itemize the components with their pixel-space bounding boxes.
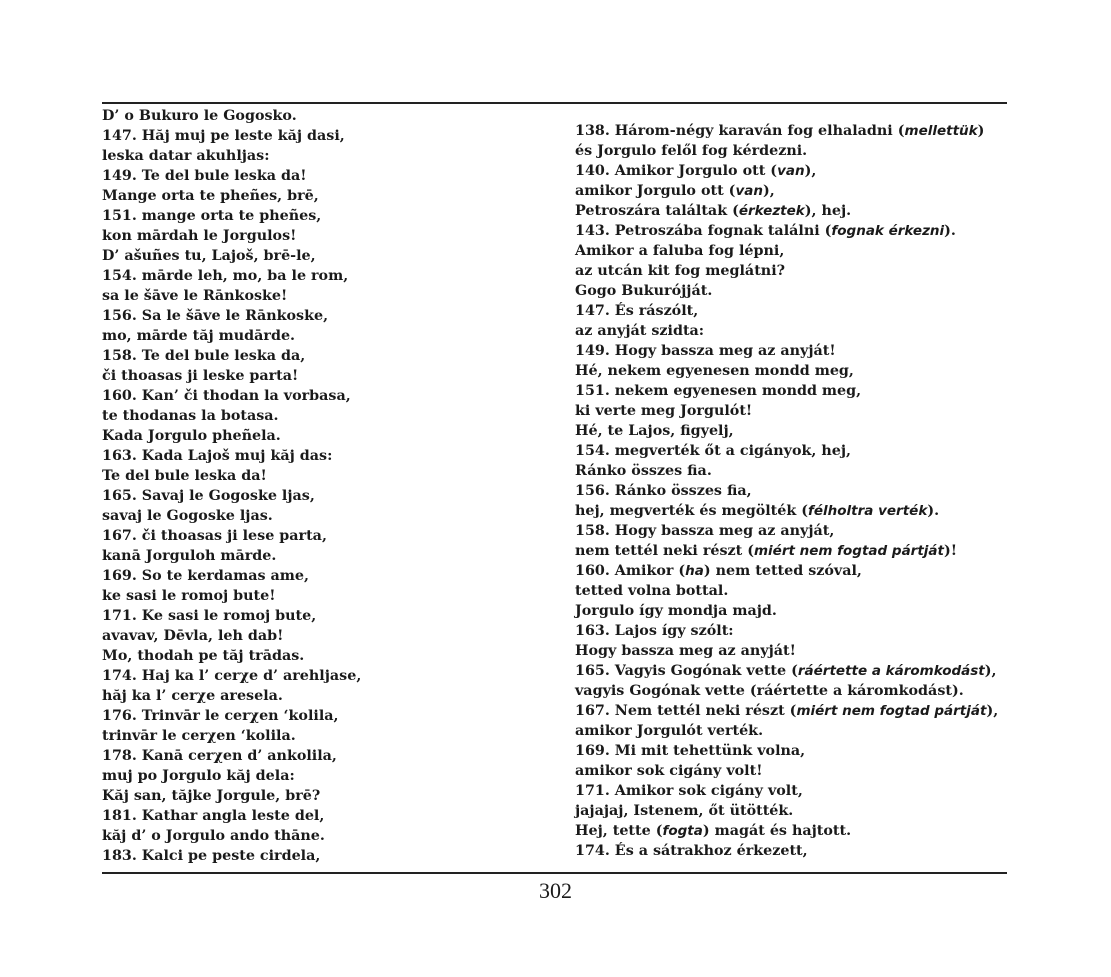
verse-line: 151. mange orta te pheñes,: [102, 208, 322, 224]
text-segment: ),: [984, 663, 997, 679]
verse-line: či thoasas ji leske parta!: [102, 368, 299, 384]
italic-gloss: mellettük: [904, 123, 978, 139]
translation-line: [575, 821, 998, 841]
text-segment: ), hej.: [804, 203, 852, 219]
text-segment: 154. megverték őt a cigányok, hej,: [575, 443, 852, 459]
italic-gloss: van: [777, 163, 805, 179]
text-segment: ),: [762, 183, 775, 199]
text-segment: amikor sok cigány volt!: [575, 763, 763, 779]
verse-line: ke sasi le romoj bute!: [102, 588, 276, 604]
text-segment: Ránko összes fia.: [575, 463, 712, 479]
translation-line: [575, 301, 998, 321]
translation-line: [575, 201, 998, 221]
text-segment: ).: [944, 223, 956, 239]
translation-line: [575, 541, 998, 561]
text-segment: 147. És rászólt,: [575, 303, 699, 319]
verse-line: muj po Jorgulo kăj dela:: [102, 768, 295, 784]
translation-line: [575, 261, 998, 281]
verse-line: Te del bule leska da!: [102, 468, 267, 484]
text-segment: Gogo Bukurójját.: [575, 283, 713, 299]
italic-gloss: érkeztek: [738, 203, 805, 219]
translation-line: [575, 141, 998, 161]
text-segment: Hé, te Lajos, figyelj,: [575, 423, 734, 439]
translation-line: [575, 801, 998, 821]
verse-line: 174. Haj ka l’ cerχe d’ arehljase,: [102, 668, 362, 684]
verse-line: Kăj san, tăjke Jorgule, brē?: [102, 788, 321, 804]
text-segment: ),: [804, 163, 817, 179]
verse-line: Kada Jorgulo pheñela.: [102, 428, 281, 444]
verse-line: 160. Kan’ či thodan la vorbasa,: [102, 388, 351, 404]
text-segment: Hogy bassza meg az anyját!: [575, 643, 796, 659]
translation-line: [575, 481, 998, 501]
verse-line: kăj d’ o Jorgulo ando thāne.: [102, 828, 325, 844]
verse-line: sa le šāve le Rānkoske!: [102, 288, 288, 304]
text-segment: )!: [943, 543, 958, 559]
translation-line: [575, 761, 998, 781]
italic-gloss: miért nem fogtad pártját: [796, 703, 987, 719]
translation-line: [575, 441, 998, 461]
translation-line: [575, 381, 998, 401]
text-segment: az utcán kit fog meglátni?: [575, 263, 785, 279]
verse-line: leska datar akuhljas:: [102, 148, 270, 164]
verse-line: 181. Kathar angla leste del,: [102, 808, 325, 824]
translation-line: [575, 721, 998, 741]
verse-line: savaj le Gogoske ljas.: [102, 508, 273, 524]
translation-line: [575, 321, 998, 341]
text-segment: vagyis Gogónak vette (ráértette a káromkodást).: [575, 683, 964, 699]
verse-line: Mange orta te pheñes, brē,: [102, 188, 319, 204]
verse-line: 154. mārde leh, mo, ba le rom,: [102, 268, 349, 284]
romani-text-column: [102, 106, 361, 866]
hungarian-translation-column: [575, 121, 998, 861]
text-segment: és Jorgulo felől fog kérdezni.: [575, 143, 808, 159]
translation-line: [575, 621, 998, 641]
italic-gloss: fognak érkezni: [831, 223, 945, 239]
translation-line: [575, 701, 998, 721]
text-segment: 138. Három-négy karaván fog elhaladni (: [575, 123, 905, 139]
verse-line: mo, mārde tăj mudārde.: [102, 328, 296, 344]
text-segment: ),: [986, 703, 999, 719]
text-segment: az anyját szidta:: [575, 323, 705, 339]
verse-line: 183. Kalci pe peste cirdela,: [102, 848, 321, 864]
translation-line: [575, 601, 998, 621]
italic-gloss: miért nem fogtad pártját: [753, 543, 944, 559]
translation-line: [575, 501, 998, 521]
text-segment: Petroszára találtak (: [575, 203, 739, 219]
text-segment: 143. Petroszába fognak találni (: [575, 223, 832, 239]
text-segment: 165. Vagyis Gogónak vette (: [575, 663, 798, 679]
verse-line: te thodanas la botasa.: [102, 408, 279, 424]
page-number: 302: [539, 878, 572, 903]
verse-line: kanā Jorguloh mārde.: [102, 548, 277, 564]
translation-line: [575, 421, 998, 441]
text-segment: Jorgulo így mondja majd.: [575, 603, 777, 619]
translation-line: [575, 681, 998, 701]
verse-line: trinvār le cerχen ‘kolila.: [102, 728, 296, 744]
text-segment: 149. Hogy bassza meg az anyját!: [575, 343, 836, 359]
text-segment: ): [977, 123, 985, 139]
italic-gloss: van: [735, 183, 763, 199]
translation-line: [575, 221, 998, 241]
text-segment: jajajaj, Istenem, őt ütötték.: [575, 803, 794, 819]
text-segment: hej, megverték és megölték (: [575, 503, 809, 519]
verse-line: 147. Hăj muj pe leste kăj dasi,: [102, 128, 345, 144]
translation-line: [575, 561, 998, 581]
verse-line: hăj ka l’ cerχe aresela.: [102, 688, 283, 704]
bottom-rule: [102, 872, 1007, 874]
verse-line: 156. Sa le šāve le Rānkoske,: [102, 308, 329, 324]
verse-line: 167. či thoasas ji lese parta,: [102, 528, 327, 544]
text-segment: Amikor a faluba fog lépni,: [575, 243, 785, 259]
verse-line: Mo, thodah pe tăj trādas.: [102, 648, 305, 664]
translation-line: [575, 461, 998, 481]
text-segment: ) magát és hajtott.: [702, 823, 852, 839]
verse-line: avavav, Dēvla, leh dab!: [102, 628, 284, 644]
italic-gloss: ha: [685, 563, 704, 579]
text-segment: 160. Amikor (: [575, 563, 686, 579]
text-segment: nem tettél neki részt (: [575, 543, 754, 559]
verse-line: D’ o Bukuro le Gogosko.: [102, 108, 297, 124]
verse-line: 178. Kanā cerχen d’ ankolila,: [102, 748, 337, 764]
translation-line: [575, 341, 998, 361]
translation-line: [575, 401, 998, 421]
italic-gloss: fogta: [662, 823, 703, 839]
text-segment: 171. Amikor sok cigány volt,: [575, 783, 803, 799]
translation-line: [575, 781, 998, 801]
text-segment: tetted volna bottal.: [575, 583, 729, 599]
text-segment: 169. Mi mit tehettünk volna,: [575, 743, 806, 759]
translation-line: [575, 161, 998, 181]
verse-line: 176. Trinvār le cerχen ‘kolila,: [102, 708, 339, 724]
verse-line: D’ ašuñes tu, Lajoš, brē-le,: [102, 248, 316, 264]
text-segment: ) nem tetted szóval,: [703, 563, 862, 579]
verse-line: 165. Savaj le Gogoske ljas,: [102, 488, 315, 504]
verse-line: 158. Te del bule leska da,: [102, 348, 306, 364]
text-segment: ki verte meg Jorgulót!: [575, 403, 753, 419]
translation-line: [575, 841, 998, 861]
verse-line: kon mārdah le Jorgulos!: [102, 228, 297, 244]
text-segment: 163. Lajos így szólt:: [575, 623, 734, 639]
text-segment: ).: [927, 503, 940, 519]
text-segment: 156. Ránko összes fia,: [575, 483, 752, 499]
text-segment: 167. Nem tettél neki részt (: [575, 703, 797, 719]
text-segment: amikor Jorgulót verték.: [575, 723, 764, 739]
verse-line: 163. Kada Lajoš muj kăj das:: [102, 448, 333, 464]
verse-line: 149. Te del bule leska da!: [102, 168, 307, 184]
translation-line: [575, 521, 998, 541]
text-segment: 158. Hogy bassza meg az anyját,: [575, 523, 835, 539]
translation-line: [575, 741, 998, 761]
text-segment: Hej, tette (: [575, 823, 663, 839]
translation-line: [575, 641, 998, 661]
text-segment: amikor Jorgulo ott (: [575, 183, 736, 199]
translation-line: [575, 361, 998, 381]
text-segment: 140. Amikor Jorgulo ott (: [575, 163, 778, 179]
translation-line: [575, 581, 998, 601]
verse-line: 171. Ke sasi le romoj bute,: [102, 608, 317, 624]
text-segment: 151. nekem egyenesen mondd meg,: [575, 383, 862, 399]
text-segment: Hé, nekem egyenesen mondd meg,: [575, 363, 854, 379]
translation-line: [575, 661, 998, 681]
italic-gloss: félholtra verték: [808, 503, 928, 519]
translation-line: [575, 121, 998, 141]
translation-line: [575, 181, 998, 201]
text-segment: 174. És a sátrakhoz érkezett,: [575, 843, 808, 859]
translation-line: [575, 241, 998, 261]
top-rule: [102, 102, 1007, 104]
italic-gloss: ráértette a káromkodást: [797, 663, 985, 679]
translation-line: [575, 281, 998, 301]
verse-line: 169. So te kerdamas ame,: [102, 568, 309, 584]
